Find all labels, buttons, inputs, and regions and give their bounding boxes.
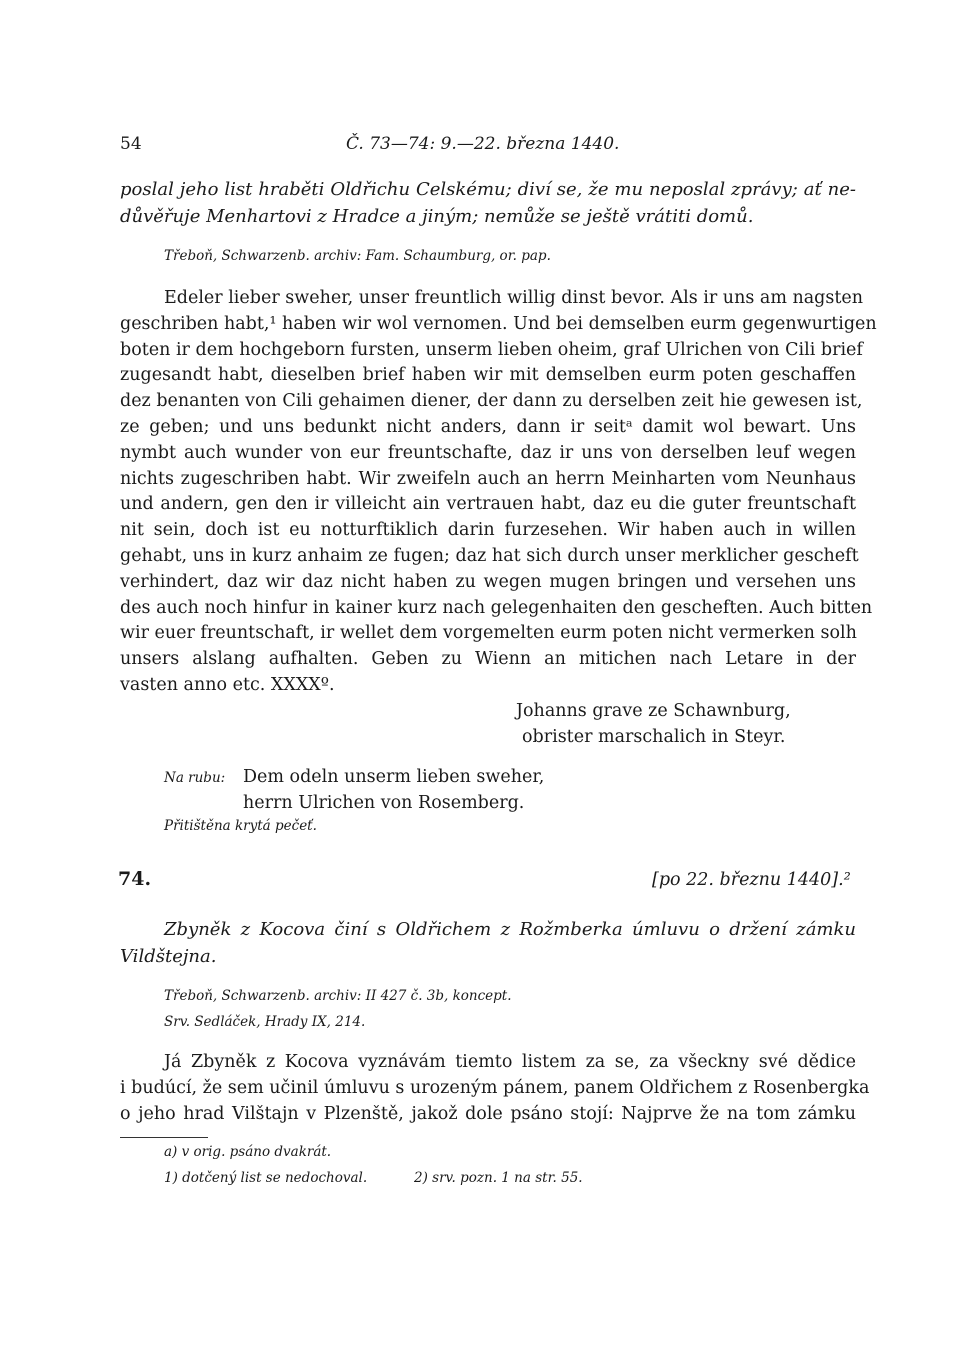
body-line: ze geben; und uns bedunkt nicht anders, dann ir seitᵃ damit wol bewart. Uns <box>120 416 856 437</box>
footnote-1: 1) dotčený list se nedochoval. <box>164 1170 368 1186</box>
body-line: Edeler lieber sweher, unser freuntlich willig dinst bevor. Als ir uns am nagsten <box>164 288 864 308</box>
address <box>243 764 544 816</box>
body-line: nit sein, doch ist eu notturftiklich darin furzesehen. Wir haben auch in willen <box>120 520 856 541</box>
body-line: nymbt auch wunder von eur freuntschafte, daz ir uns von derselben leuf wegen <box>120 442 856 463</box>
footnote-2: 2) srv. pozn. 1 na str. 55. <box>414 1170 583 1186</box>
body-line: gehabt, uns in kurz anhaim ze fugen; daz hat sich durch unser merklicher gescheft <box>120 545 859 566</box>
body-line: dez benanten von Cili gehaimen diener, der dann zu derselben zeit hie gewesen ist, <box>120 391 863 412</box>
body-line: und andern, gen den ir villeicht ain vertrauen habt, daz eu die guter freuntschaft <box>120 494 856 515</box>
address-line: Dem odeln unserm lieben sweher, <box>243 767 545 787</box>
body-line: wir euer freuntschaft, ir wellet dem vorgemelten eurm poten nicht vermerken solh <box>120 623 857 644</box>
doc74-summary <box>120 916 856 970</box>
page-number: 54 <box>120 134 142 154</box>
body-line: zugesandt habt, dieselben brief haben wir mit demselben eurm poten geschaffen <box>120 365 856 386</box>
body-line: verhindert, daz wir daz nicht haben zu wegen mugen bringen und versehen uns <box>120 571 856 592</box>
footnote-a: a) v orig. psáno dvakrát. <box>164 1144 332 1160</box>
doc74-date: [po 22. březnu 1440].² <box>652 870 851 890</box>
doc73-source: Třeboň, Schwarzenb. archiv: Fam. Schaumburg, or. pap. <box>164 248 551 264</box>
body-line: o jeho hrad Vilštajn v Plzenště, jakož dole psáno stojí: Najprve že na tom zámku <box>120 1103 856 1124</box>
address-line: herrn Ulrichen von Rosemberg. <box>243 793 525 813</box>
summary-line: Zbyněk z Kocova činí s Oldřichem z Rožmberka úmluvu o držení zámku <box>164 919 856 940</box>
body-line: geschriben habt,¹ haben wir wol vernomen. Und bei demselben eurm gegenwurtigen <box>120 313 877 334</box>
body-line: des auch noch hinfur in kainer kurz nach gelegenhaiten den gescheften. Auch bitten <box>120 597 873 618</box>
signature-line: Johanns grave ze Schawnburg, <box>516 701 791 721</box>
body-line: unsers alslang aufhalten. Geben zu Wienn an mitichen nach Letare in der <box>120 649 856 670</box>
doc74-source: Třeboň, Schwarzenb. archiv: II 427 č. 3b, koncept. <box>164 988 512 1004</box>
body-line: vasten anno etc. XXXXº. <box>120 674 335 695</box>
footnote-rule <box>120 1137 208 1138</box>
body-line: boten ir dem hochgeborn fursten, unserm lieben oheim, graf Ulrichen von Cili brief <box>120 339 863 360</box>
doc73-body <box>120 286 877 699</box>
doc74-number: 74. <box>118 868 152 890</box>
doc74-reference: Srv. Sedláček, Hrady IX, 214. <box>164 1014 366 1030</box>
body-line: nichts zugeschriben habt. Wir zweifeln auch an herrn Meinharten vom Neunhaus <box>120 468 856 489</box>
address-label: Na rubu: <box>164 770 226 786</box>
body-line: i budúcí, že sem učinil úmluvu s urozeným pánem, panem Oldřichem z Rosenbergka <box>120 1077 870 1098</box>
summary-line: důvěřuje Menhartovi z Hradce a jiným; nemůže se ještě vrátiti domů. <box>120 206 754 227</box>
summary-line: Vildštejna. <box>120 946 217 967</box>
seal-note: Přitištěna krytá pečeť. <box>164 818 317 834</box>
doc73-summary <box>120 176 856 230</box>
running-title: Č. 73—74: 9.—22. března 1440. <box>346 134 620 154</box>
summary-line: poslal jeho list hraběti Oldřichu Celskému; diví se, že mu neposlal zprávy; ať ne- <box>120 179 856 200</box>
body-line: Já Zbyněk z Kocova vyznávám tiemto listem za se, za všeckny své dědice <box>164 1052 856 1072</box>
signature-line: obrister marschalich in Steyr. <box>522 727 786 747</box>
signature <box>516 698 791 750</box>
doc74-body <box>120 1050 870 1127</box>
